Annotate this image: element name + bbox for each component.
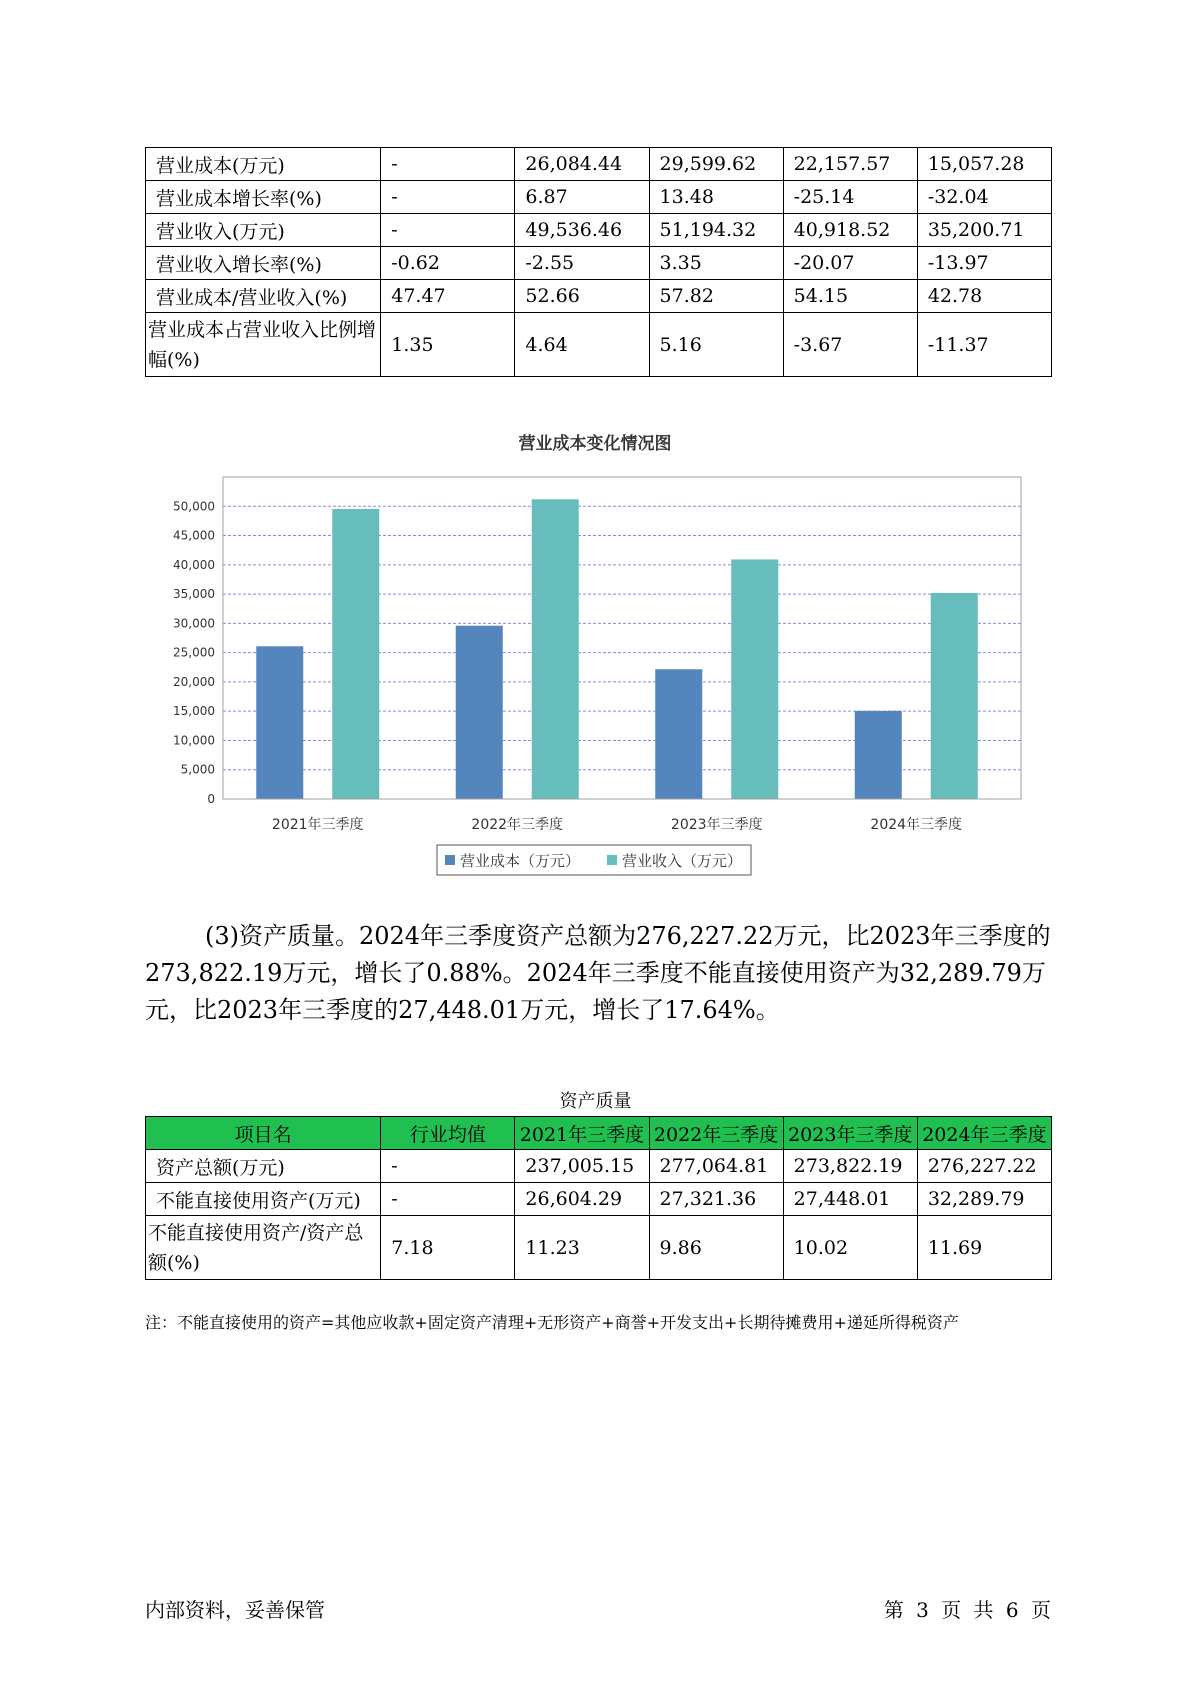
x-tick-label: 2024年三季度	[870, 817, 963, 833]
cell: 9.86	[649, 1216, 783, 1280]
cell: -20.07	[783, 247, 917, 280]
cell: 6.87	[515, 181, 649, 214]
cell: 4.64	[515, 313, 649, 377]
cell: 42.78	[917, 280, 1051, 313]
cell: 51,194.32	[649, 214, 783, 247]
legend-label-cost: 营业成本（万元）	[460, 852, 581, 870]
cell: -11.37	[917, 313, 1051, 377]
bar-cost	[855, 711, 902, 799]
cell: 27,321.36	[649, 1183, 783, 1216]
cell: 49,536.46	[515, 214, 649, 247]
cost-table	[145, 147, 1052, 377]
chart-title: 营业成本变化情况图	[518, 434, 672, 454]
cell: 47.47	[381, 280, 515, 313]
y-tick-label: 40,000	[173, 557, 215, 572]
row-label: 营业成本(万元)	[146, 148, 381, 181]
bar-cost	[655, 669, 702, 799]
bar-revenue	[532, 499, 579, 799]
cell: 277,064.81	[649, 1150, 783, 1183]
bar-revenue	[731, 559, 778, 799]
y-tick-label: 30,000	[173, 616, 215, 631]
x-tick-label: 2022年三季度	[471, 817, 564, 833]
cell: -32.04	[917, 181, 1051, 214]
row-label: 资产总额(万元)	[146, 1150, 381, 1183]
cell: -2.55	[515, 247, 649, 280]
cell: 11.69	[917, 1216, 1051, 1280]
y-tick-label: 15,000	[173, 704, 215, 719]
cell: -25.14	[783, 181, 917, 214]
cell: 5.16	[649, 313, 783, 377]
legend-swatch-revenue	[607, 855, 617, 865]
cell: 27,448.01	[783, 1183, 917, 1216]
column-header: 2021年三季度	[515, 1117, 649, 1150]
bar-revenue	[931, 593, 978, 799]
bar-cost	[256, 646, 303, 799]
x-axis	[272, 816, 962, 833]
y-tick-label: 10,000	[173, 733, 215, 748]
cell: 13.48	[649, 181, 783, 214]
cell: 10.02	[783, 1216, 917, 1280]
cell: -13.97	[917, 247, 1051, 280]
table-row	[146, 148, 1052, 181]
cell: -0.62	[381, 247, 515, 280]
footer-page-number: 第 3 页 共 6 页	[883, 1598, 1051, 1622]
legend-swatch-cost	[445, 855, 455, 865]
chart-legend	[437, 845, 751, 875]
cell: 54.15	[783, 280, 917, 313]
cell: 52.66	[515, 280, 649, 313]
asset-quality-paragraph	[145, 918, 1065, 1029]
cell: 57.82	[649, 280, 783, 313]
column-header: 行业均值	[381, 1117, 515, 1150]
table-caption: 资产质量	[559, 1091, 632, 1112]
asset-quality-table	[145, 1116, 1052, 1280]
cell: -3.67	[783, 313, 917, 377]
cell: 22,157.57	[783, 148, 917, 181]
table-row	[146, 1150, 1052, 1183]
column-header: 项目名	[146, 1117, 381, 1150]
row-label: 营业收入增长率(%)	[146, 247, 381, 280]
row-label: 不能直接使用资产(万元)	[146, 1183, 381, 1216]
table-row	[146, 1183, 1052, 1216]
row-label: 营业成本/营业收入(%)	[146, 280, 381, 313]
cell: 273,822.19	[783, 1150, 917, 1183]
table-row	[146, 1216, 1052, 1280]
cell: 26,084.44	[515, 148, 649, 181]
cell: 15,057.28	[917, 148, 1051, 181]
table-row	[146, 181, 1052, 214]
column-header: 2022年三季度	[649, 1117, 783, 1150]
cell: 3.35	[649, 247, 783, 280]
cell: -	[381, 148, 515, 181]
x-tick-label: 2023年三季度	[670, 817, 763, 833]
column-header: 2023年三季度	[783, 1117, 917, 1150]
table-header-row	[146, 1117, 1052, 1150]
cell: 35,200.71	[917, 214, 1051, 247]
cell: 1.35	[381, 313, 515, 377]
row-label: 营业成本占营业收入比例增幅(%)	[146, 313, 381, 377]
table-row	[146, 280, 1052, 313]
cell: 7.18	[381, 1216, 515, 1280]
cell: 40,918.52	[783, 214, 917, 247]
cell: -	[381, 181, 515, 214]
y-tick-label: 45,000	[173, 528, 215, 543]
table-row	[146, 214, 1052, 247]
cell: -	[381, 1150, 515, 1183]
y-axis	[173, 499, 215, 806]
row-label: 不能直接使用资产/资产总额(%)	[146, 1216, 381, 1280]
column-header: 2024年三季度	[917, 1117, 1051, 1150]
legend-label-revenue: 营业收入（万元）	[622, 852, 743, 870]
row-label: 营业收入(万元)	[146, 214, 381, 247]
cell: 276,227.22	[917, 1150, 1051, 1183]
y-tick-label: 20,000	[173, 674, 215, 689]
y-tick-label: 50,000	[173, 499, 215, 514]
bar-cost	[456, 626, 503, 799]
y-tick-label: 0	[207, 792, 215, 806]
x-tick-label: 2021年三季度	[271, 817, 364, 833]
footnote: 注：不能直接使用的资产=其他应收款+固定资产清理+无形资产+商誉+开发支出+长期待摊费用+递延所得税资产	[145, 1313, 959, 1332]
cell: 11.23	[515, 1216, 649, 1280]
cost-change-chart	[145, 425, 1045, 885]
cell: 29,599.62	[649, 148, 783, 181]
table-row	[146, 313, 1052, 377]
cell: -	[381, 1183, 515, 1216]
footer-confidential: 内部资料，妥善保管	[145, 1598, 325, 1622]
cell: 237,005.15	[515, 1150, 649, 1183]
bar-revenue	[332, 509, 379, 799]
cell: 26,604.29	[515, 1183, 649, 1216]
cell: 32,289.79	[917, 1183, 1051, 1216]
cell: -	[381, 214, 515, 247]
row-label: 营业成本增长率(%)	[146, 181, 381, 214]
table-row	[146, 247, 1052, 280]
y-tick-label: 35,000	[173, 587, 215, 602]
y-tick-label: 5,000	[180, 762, 215, 777]
paragraph-text: (3)资产质量。2024年三季度资产总额为276,227.22万元，比2023年三季度的273,822.19万元，增长了0.88%。2024年三季度不能直接使用资产为32,289.79万元，比2023年三季度的27,448.01万元，增长了17.64%。	[145, 922, 1051, 1024]
y-tick-label: 25,000	[173, 645, 215, 660]
